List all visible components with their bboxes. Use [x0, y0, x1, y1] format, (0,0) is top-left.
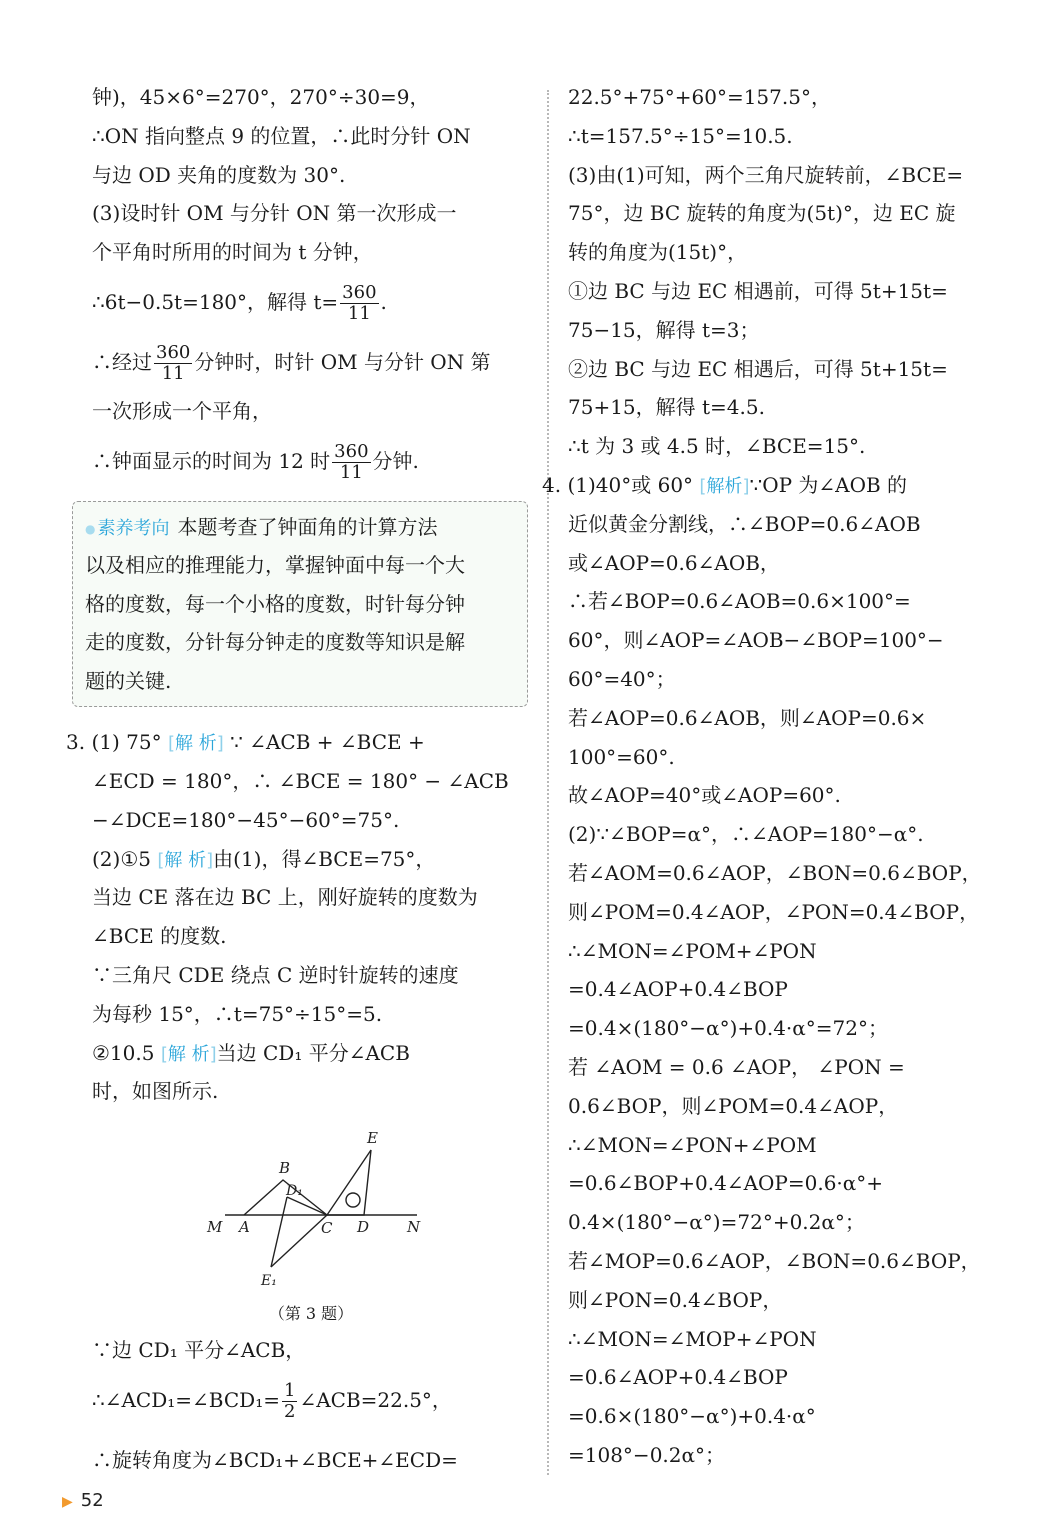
left-text-block-a	[92, 78, 530, 272]
label-c: C	[321, 1219, 333, 1238]
text-line: ②边 BC 与边 EC 相遇后，可得 5t+15t=	[568, 356, 948, 381]
analysis-tag: [解 析]	[167, 733, 224, 755]
text-line: ∵边 CD₁ 平分∠ACB，	[92, 1338, 306, 1363]
text-line: 若∠MOP=0.6∠AOP，∠BON=0.6∠BOP，	[568, 1248, 981, 1273]
label-d: D	[357, 1218, 370, 1237]
q3-line-4: (2)①5 [解 析]由(1)，得∠BCE=75°，	[92, 846, 436, 871]
analysis-tag: [解 析]	[160, 1043, 217, 1065]
text-line: 若 ∠AOM = 0.6 ∠AOP， ∠PON =	[568, 1054, 905, 1079]
q4-line-1: 4. (1)40°或 60° [解析]∵OP 为∠AOB 的	[542, 472, 908, 497]
text-line: =0.6×(180°−α°)+0.4·α°	[568, 1404, 816, 1429]
note-line: 走的度数，分针每分钟走的度数等知识是解	[85, 630, 465, 655]
label-d1: D₁	[286, 1183, 303, 1200]
literacy-note-box	[72, 501, 528, 708]
text-line: 22.5°+75°+60°=157.5°，	[568, 85, 831, 109]
text-line: =0.4×(180°−α°)+0.4·α°=72°；	[568, 1016, 888, 1041]
analysis-tag: [解 析]	[157, 849, 214, 871]
text-line: ∴t 为 3 或 4.5 时，∠BCE=15°.	[568, 434, 866, 459]
text-line: 为每秒 15°，∴t=75°÷15°=5.	[92, 1001, 383, 1026]
question-number: 3.	[66, 730, 86, 755]
geometry-figure-q3	[92, 1115, 530, 1325]
q3-line-9: ②10.5 [解 析]当边 CD₁ 平分∠ACB	[92, 1040, 410, 1065]
analysis-tag: [解析]	[699, 475, 750, 497]
right-text-block-a	[568, 78, 1030, 466]
text-line: ∴t=157.5°÷15°=10.5.	[568, 123, 793, 148]
text-line: 60°=40°；	[568, 666, 676, 691]
note-line: ● 素养考向 本题考查了钟面角的计算方法	[85, 508, 517, 547]
text-line: ∴ON 指向整点 9 的位置，∴此时分针 ON	[92, 123, 471, 148]
eq1-suffix: .	[380, 289, 387, 314]
text-line: 转的角度为(15t)°，	[568, 240, 748, 265]
equation-after-minutes: ∴经过 $\frac{360}{11}$ 分钟时，时针 OM 与分针 ON 第	[92, 341, 491, 384]
text-line: =0.6∠AOP+0.4∠BOP	[568, 1365, 788, 1390]
right-text-block-b	[568, 505, 1030, 1475]
text-line: 或∠AOP=0.6∠AOB，	[568, 550, 780, 575]
equation-t-solution	[92, 272, 530, 332]
text-line: 若∠AOM=0.6∠AOP，∠BON=0.6∠BOP，	[568, 860, 982, 885]
note-line: 以及相应的推理能力，掌握钟面中每一个大	[85, 553, 465, 578]
q3-line-1: 3. (1) 75° [解 析] ∵ ∠ACB + ∠BCE +	[66, 730, 425, 755]
text-line: ∴∠MON=∠PON+∠POM	[568, 1132, 817, 1157]
text-line: (3)由(1)可知，两个三角尺旋转前，∠BCE=	[568, 162, 964, 187]
equation-bisector: ∴∠ACD₁=∠BCD₁= $\frac{1}{2}$ ∠ACB=22.5°，	[92, 1380, 452, 1423]
text-line: 则∠PON=0.4∠BOP，	[568, 1287, 783, 1312]
text-line: 个平角时所用的时间为 t 分钟，	[92, 240, 373, 265]
text-line: (3)设时针 OM 与分针 ON 第一次形成一	[92, 201, 457, 226]
text-line: 0.4×(180°−α°)=72°+0.2α°；	[568, 1210, 865, 1235]
left-column	[66, 78, 530, 1490]
text-line: −∠DCE=180°−45°−60°=75°.	[92, 807, 400, 832]
text-line: 75°，边 BC 旋转的角度为(5t)°，边 EC 旋	[568, 201, 956, 226]
label-b: B	[279, 1159, 291, 1178]
text-line: 100°=60°.	[568, 744, 675, 769]
equation-clock-time: ∴钟面显示的时间为 12 时 $\frac{360}{11}$ 分钟.	[92, 440, 419, 483]
triangle-hole	[346, 1193, 360, 1207]
page-arrow-icon: ▶	[62, 1494, 73, 1510]
note-line: 格的度数，每一个小格的度数，时针每分钟	[85, 591, 465, 616]
text-line: ∠ECD = 180°，∴ ∠BCE = 180° − ∠ACB	[92, 769, 509, 794]
text-line: 当边 CE 落在边 BC 上，刚好旋转的度数为	[92, 885, 478, 910]
figure-caption: （第 3 题）	[268, 1304, 354, 1324]
text-line: 若∠AOP=0.6∠AOB，则∠AOP=0.6×	[568, 705, 927, 730]
eq1-prefix: ∴6t−0.5t=180°，解得 t=	[92, 289, 339, 314]
column-divider	[547, 90, 549, 1475]
text-line: =0.4∠AOP+0.4∠BOP	[568, 977, 788, 1002]
text-line: 一次形成一个平角，	[92, 398, 272, 423]
text-line: ∠BCE 的度数.	[92, 924, 227, 949]
text-line: 与边 OD 夹角的度数为 30°.	[92, 162, 346, 187]
text-line: ∴∠MON=∠POM+∠PON	[568, 938, 817, 963]
text-line: ∴旋转角度为∠BCD₁+∠BCE+∠ECD=	[92, 1448, 458, 1473]
note-tag: ● 素养考向	[85, 518, 169, 539]
label-e: E	[367, 1129, 378, 1148]
text-line: (2)∵∠BOP=α°，∴∠AOP=180°−α°.	[568, 822, 924, 847]
text-line: 近似黄金分割线，∴∠BOP=0.6∠AOB	[568, 511, 921, 536]
text-line: ∴若∠BOP=0.6∠AOB=0.6×100°=	[568, 589, 911, 614]
page-number: 52	[80, 1490, 104, 1511]
label-e1: E₁	[261, 1273, 277, 1290]
question-number: 4.	[542, 472, 562, 497]
page-footer	[62, 1490, 104, 1511]
text-line: =108°−0.2α°；	[568, 1442, 726, 1467]
note-line: 题的关键.	[85, 668, 172, 693]
label-a: A	[239, 1218, 250, 1237]
triangle-diagram	[187, 1115, 437, 1300]
fraction-360-11: $\frac{360}{11}$	[334, 440, 369, 483]
right-column	[542, 78, 1030, 1475]
text-line: 钟)，45×6°=270°，270°÷30=9，	[92, 85, 430, 109]
text-line: 75+15，解得 t=4.5.	[568, 395, 765, 420]
text-line: 60°，则∠AOP=∠AOB−∠BOP=100°−	[568, 628, 944, 653]
text-line: 75−15，解得 t=3；	[568, 317, 760, 342]
text-line: 时，如图所示.	[92, 1079, 219, 1104]
text-line: ∵三角尺 CDE 绕点 C 逆时针旋转的速度	[92, 963, 459, 988]
segment-ce1	[271, 1215, 327, 1267]
text-line: 0.6∠BOP，则∠POM=0.4∠AOP，	[568, 1093, 899, 1118]
text-line: =0.6∠BOP+0.4∠AOP=0.6·α°+	[568, 1171, 884, 1196]
text-line: 故∠AOP=40°或∠AOP=60°.	[568, 783, 841, 808]
fraction-360-11: $\frac{360}{11}$	[156, 341, 191, 384]
label-m: M	[207, 1218, 223, 1237]
text-line: ①边 BC 与边 EC 相遇前，可得 5t+15t=	[568, 278, 948, 303]
label-n: N	[407, 1218, 421, 1237]
fraction-1-2: $\frac{1}{2}$	[283, 1380, 296, 1423]
text-line: 则∠POM=0.4∠AOP，∠PON=0.4∠BOP，	[568, 899, 980, 924]
fraction-360-11: $\frac{360}{11}$	[342, 281, 377, 324]
segment-d1e1	[271, 1197, 287, 1267]
text-line: ∴∠MON=∠MOP+∠PON	[568, 1326, 817, 1351]
